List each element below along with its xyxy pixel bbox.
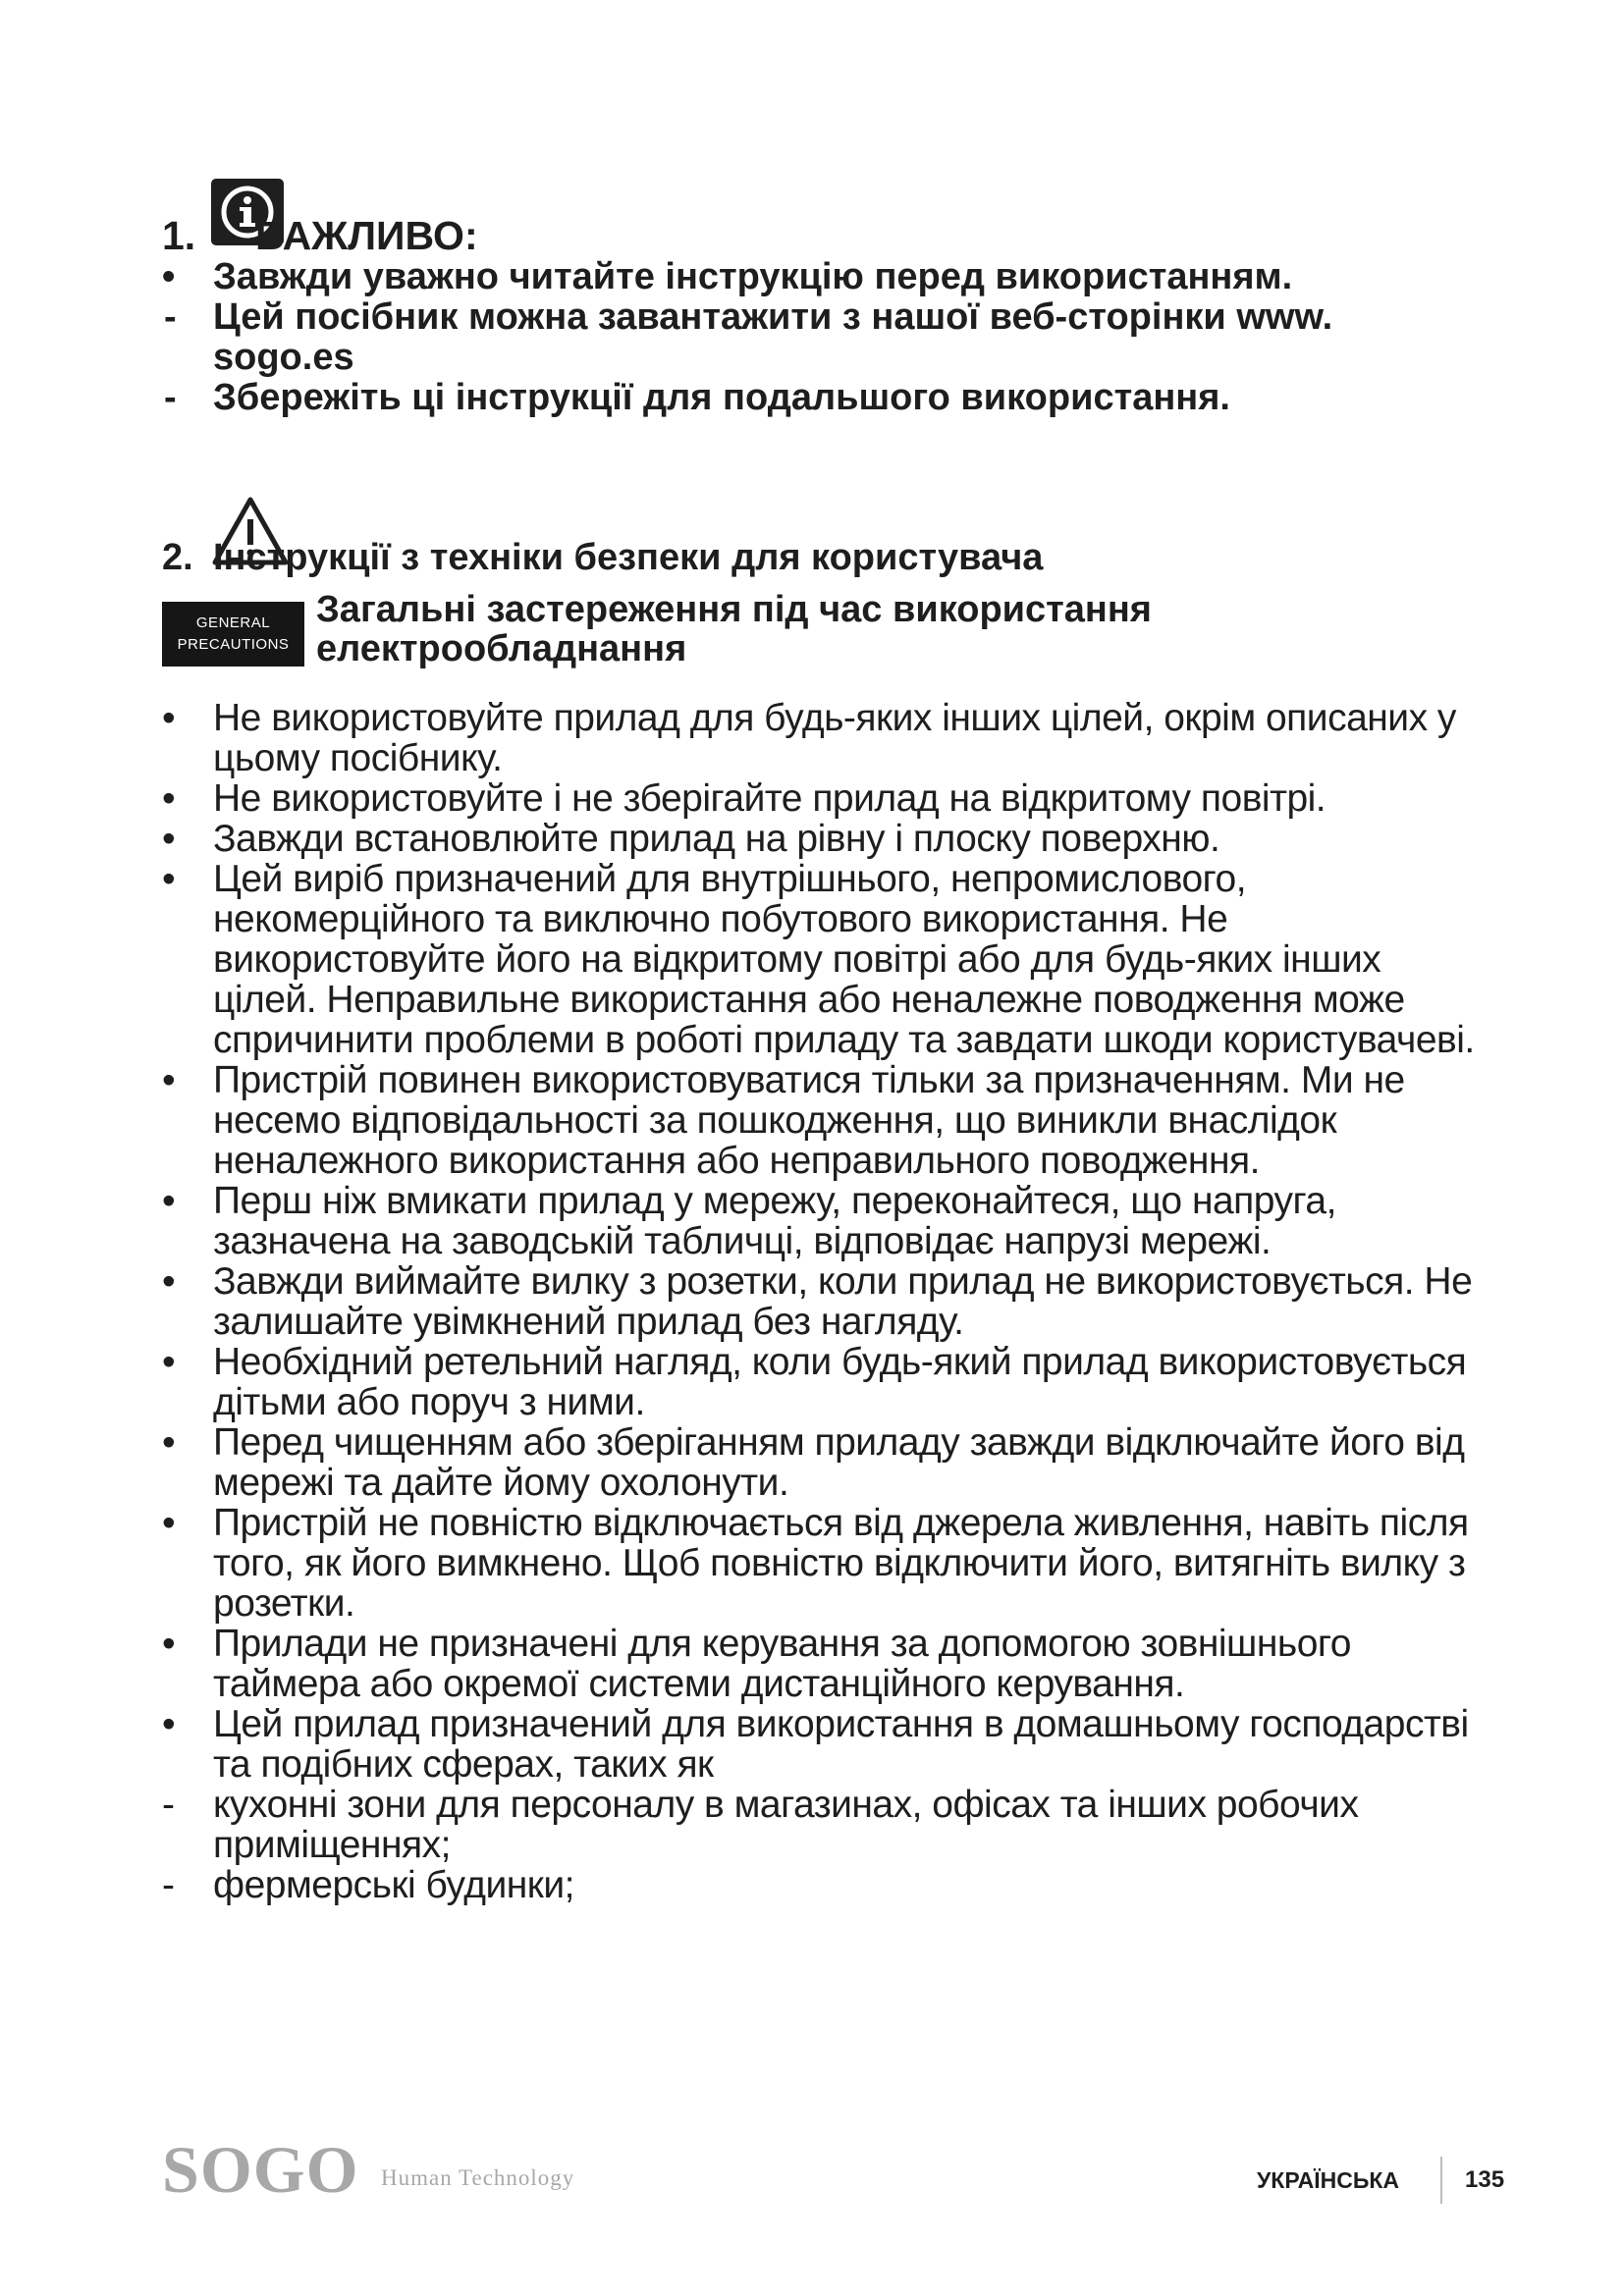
item-text: Цей прилад призначений для використання в домашньому господарстві та подібних сферах, таких як xyxy=(213,1703,1469,1786)
bullet-marker: • xyxy=(162,1421,176,1464)
list-item xyxy=(162,859,1478,1060)
list-item xyxy=(162,257,1478,297)
list-item xyxy=(162,1261,1478,1342)
item-text: Перш ніж вмикати прилад у мережу, переконайтеся, що напруга, зазначена на заводській табличці, відповідає напрузі мережі. xyxy=(213,1180,1336,1262)
list-item xyxy=(162,1181,1478,1261)
list-item xyxy=(162,1865,1478,1905)
safety-rules-list xyxy=(162,698,1478,1905)
bullet-marker: • xyxy=(162,256,176,297)
list-item xyxy=(162,1704,1478,1785)
list-item xyxy=(162,778,1478,819)
list-item xyxy=(162,1060,1478,1181)
list-item xyxy=(162,378,1478,418)
bullet-marker: • xyxy=(162,858,176,900)
bullet-marker: • xyxy=(162,697,176,739)
section-title: ВАЖЛИВО: xyxy=(255,213,478,258)
subsection-title-line: електрообладнання xyxy=(316,628,687,669)
bullet-marker: • xyxy=(162,1623,176,1665)
bullet-marker: • xyxy=(162,1260,176,1303)
bullet-marker: • xyxy=(162,1180,176,1222)
footer-divider xyxy=(1440,2157,1442,2204)
page-number: 135 xyxy=(1465,2166,1505,2193)
item-text: Перед чищенням або зберіганням приладу завжди відключайте його від мережі та дайте йому охолонути. xyxy=(213,1421,1465,1504)
item-text: Не використовуйте прилад для будь-яких інших цілей, окрім описаних у цьому посібнику. xyxy=(213,697,1456,779)
general-precautions-badge xyxy=(162,602,304,667)
item-text: Цей посібник можна завантажити з нашої веб-сторінки www. sogo.es xyxy=(213,296,1333,378)
dash-marker: - xyxy=(162,1784,175,1826)
important-heading xyxy=(162,177,1478,257)
item-text: Не використовуйте і не зберігайте прилад на відкритому повітрі. xyxy=(213,777,1326,820)
item-text: Цей виріб призначений для внутрішнього, непромислового, некомерційного та виключно побутового використання. Не використовуйте його на відкритому повітрі або для будь-яких інших цілей. Неправильне використання або неналежне поводження може спричинити проблеми в роботі приладу та завдати шкоди користувачеві. xyxy=(213,858,1475,1061)
section-title: Інструкції з техніки безпеки для користувача xyxy=(213,537,1044,578)
language-label: УКРАЇНСЬКА xyxy=(1257,2167,1400,2193)
list-item xyxy=(162,1503,1478,1624)
important-section xyxy=(162,177,1478,418)
badge-line: PRECAUTIONS xyxy=(177,636,290,653)
dash-marker: - xyxy=(162,1864,175,1906)
list-item xyxy=(162,1422,1478,1503)
item-text: фермерські будинки; xyxy=(213,1864,574,1906)
brand-name: SOGO xyxy=(162,2132,359,2207)
list-item xyxy=(162,297,1478,378)
bullet-marker: • xyxy=(162,1703,176,1745)
subsection-title-line: Загальні застереження під час використання xyxy=(316,589,1152,630)
bullet-marker: • xyxy=(162,1059,176,1101)
badge-line: GENERAL xyxy=(195,614,271,631)
general-precautions-heading xyxy=(162,590,1478,676)
section-number: 1. xyxy=(162,213,196,258)
dash-marker: - xyxy=(164,377,177,418)
dash-marker: - xyxy=(164,296,177,338)
item-text: Пристрій повинен використовуватися тільки за призначенням. Ми не несемо відповідальності за пошкодження, що виникли внаслідок неналежного використання або неправильного поводження. xyxy=(213,1059,1405,1182)
item-text: Збережіть ці інструкції для подальшого використання. xyxy=(213,377,1230,418)
item-text: кухонні зони для персоналу в магазинах, офісах та інших робочих приміщеннях; xyxy=(213,1784,1359,1866)
section-number: 2. xyxy=(162,537,193,578)
list-item xyxy=(162,1342,1478,1422)
list-item xyxy=(162,819,1478,859)
bullet-marker: • xyxy=(162,777,176,820)
brand-tagline: Human Technology xyxy=(381,2165,575,2190)
item-text: Завжди встановлюйте прилад на рівну і плоску поверхню. xyxy=(213,818,1220,860)
bullet-marker: • xyxy=(162,818,176,860)
subsection-title xyxy=(316,590,1445,668)
item-text: Необхідний ретельний нагляд, коли будь-який прилад використовується дітьми або поруч з ними. xyxy=(213,1341,1467,1423)
bullet-marker: • xyxy=(162,1341,176,1383)
item-text: Завжди виймайте вилку з розетки, коли прилад не використовується. Не залишайте увімкнений прилад без нагляду. xyxy=(213,1260,1473,1343)
list-item xyxy=(162,1624,1478,1704)
item-text: Пристрій не повністю відключається від джерела живлення, навіть після того, як його вимкнено. Щоб повністю відключити його, витягніть вилку з розетки. xyxy=(213,1502,1469,1625)
list-item xyxy=(162,1785,1478,1865)
important-list xyxy=(162,257,1478,418)
safety-heading xyxy=(162,496,1478,584)
bullet-marker: • xyxy=(162,1502,176,1544)
item-text: Завжди уважно читайте інструкцію перед використанням. xyxy=(213,256,1293,297)
list-item xyxy=(162,698,1478,778)
item-text: Прилади не призначені для керування за допомогою зовнішнього таймера або окремої системи дистанційного керування. xyxy=(213,1623,1351,1705)
safety-section xyxy=(162,496,1478,1905)
